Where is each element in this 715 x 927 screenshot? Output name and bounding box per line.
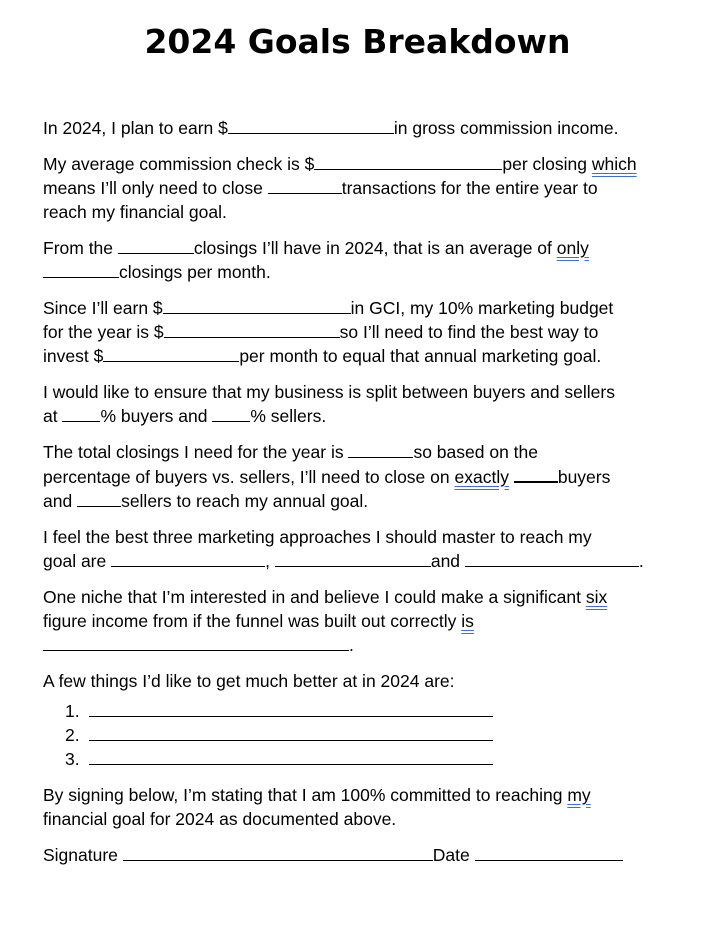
- gci-blank[interactable]: [163, 296, 351, 314]
- page-title: 2024 Goals Breakdown: [144, 22, 571, 61]
- text: only: [556, 238, 589, 258]
- commission-check-blank[interactable]: [314, 152, 502, 170]
- buyers-percent-blank[interactable]: [62, 404, 100, 422]
- text: for the year is $: [43, 322, 164, 342]
- text: and: [430, 551, 465, 571]
- approach-3-blank[interactable]: [465, 549, 639, 567]
- list-number: 2.: [65, 725, 80, 745]
- text: which: [591, 154, 637, 174]
- text: financial goal for 2024 as documented above.: [43, 809, 397, 829]
- marketing-budget-blank[interactable]: [164, 320, 340, 338]
- monthly-closings-blank[interactable]: [43, 260, 119, 278]
- monthly-invest-blank[interactable]: [103, 344, 239, 362]
- text: % buyers and: [100, 406, 213, 426]
- goals-form: [43, 116, 683, 879]
- text: percentage of buyers vs. sellers, I’ll need to close on: [43, 467, 450, 487]
- text: so I’ll need to find the best way to: [339, 322, 599, 342]
- sellers-count-blank[interactable]: [77, 489, 121, 507]
- text: invest $: [43, 346, 104, 366]
- text: In 2024, I plan to earn $: [43, 118, 228, 138]
- text: my: [567, 785, 591, 805]
- list-number: 1.: [65, 701, 80, 721]
- list-item: [43, 699, 683, 723]
- list-item: [43, 723, 683, 747]
- marketing-approaches-paragraph: [43, 525, 683, 573]
- text: means I’ll only need to close: [43, 178, 268, 198]
- text: and: [43, 491, 78, 511]
- approach-2-blank[interactable]: [275, 549, 431, 567]
- total-closings-paragraph: [43, 440, 683, 513]
- text: in GCI, my 10% marketing budget: [350, 298, 614, 318]
- text: I would like to ensure that my business is split between buyers and sellers: [43, 382, 615, 402]
- niche-paragraph: [43, 585, 683, 657]
- text: My average commission check is $: [43, 154, 315, 174]
- gross-income-blank[interactable]: [228, 116, 394, 134]
- text: closings I’ll have in 2024, that is an average of: [193, 238, 552, 258]
- improvements-list: [43, 699, 683, 771]
- closings-blank[interactable]: [118, 236, 194, 254]
- text: transactions for the entire year to: [341, 178, 598, 198]
- niche-blank[interactable]: [43, 633, 349, 651]
- text: Since I’ll earn $: [43, 298, 163, 318]
- text: closings per month.: [119, 262, 271, 282]
- closings-paragraph: [43, 236, 683, 284]
- text: One niche that I’m interested in and believe I could make a significant: [43, 587, 581, 607]
- marketing-budget-paragraph: [43, 296, 683, 368]
- commission-paragraph: [43, 152, 683, 224]
- date-label: Date: [432, 845, 475, 865]
- text: I feel the best three marketing approaches I should master to reach my: [43, 527, 592, 547]
- text: so based on the: [413, 442, 538, 462]
- text: in gross commission income.: [393, 118, 619, 138]
- transactions-blank[interactable]: [268, 176, 342, 194]
- text: buyers: [557, 467, 611, 487]
- text: per month to equal that annual marketing goal.: [239, 346, 602, 366]
- commitment-paragraph: [43, 783, 683, 831]
- text: exactly: [454, 467, 509, 487]
- signature-line: [43, 843, 683, 867]
- text: goal are: [43, 551, 112, 571]
- sellers-percent-blank[interactable]: [212, 404, 250, 422]
- buyers-count-blank[interactable]: [514, 464, 558, 483]
- gross-income-paragraph: [43, 116, 683, 140]
- improvement-3-blank[interactable]: [89, 747, 493, 765]
- improvement-2-blank[interactable]: [89, 723, 493, 741]
- text: is: [461, 611, 474, 631]
- buyer-seller-split-paragraph: [43, 380, 683, 428]
- text: sellers to reach my annual goal.: [121, 491, 369, 511]
- signature-field[interactable]: [123, 843, 433, 861]
- total-closings-blank[interactable]: [348, 440, 413, 458]
- text: By signing below, I’m stating that I am 100% committed to reaching: [43, 785, 563, 805]
- text: From the: [43, 238, 118, 258]
- improvements-heading: A few things I’d like to get much better at in 2024 are:: [43, 671, 455, 691]
- text: at: [43, 406, 63, 426]
- approach-1-blank[interactable]: [111, 549, 265, 567]
- list-item: [43, 747, 683, 771]
- text: reach my financial goal.: [43, 202, 227, 222]
- text: .: [349, 635, 354, 655]
- text: six: [585, 587, 608, 607]
- text: figure income from if the funnel was built out correctly: [43, 611, 457, 631]
- text: The total closings I need for the year is: [43, 442, 349, 462]
- signature-label: Signature: [43, 845, 123, 865]
- improvement-1-blank[interactable]: [89, 699, 493, 717]
- text: per closing: [502, 154, 587, 174]
- text: ,: [265, 551, 275, 571]
- text: % sellers.: [250, 406, 327, 426]
- list-number: 3.: [65, 749, 80, 769]
- date-field[interactable]: [475, 843, 623, 861]
- text: .: [638, 551, 644, 571]
